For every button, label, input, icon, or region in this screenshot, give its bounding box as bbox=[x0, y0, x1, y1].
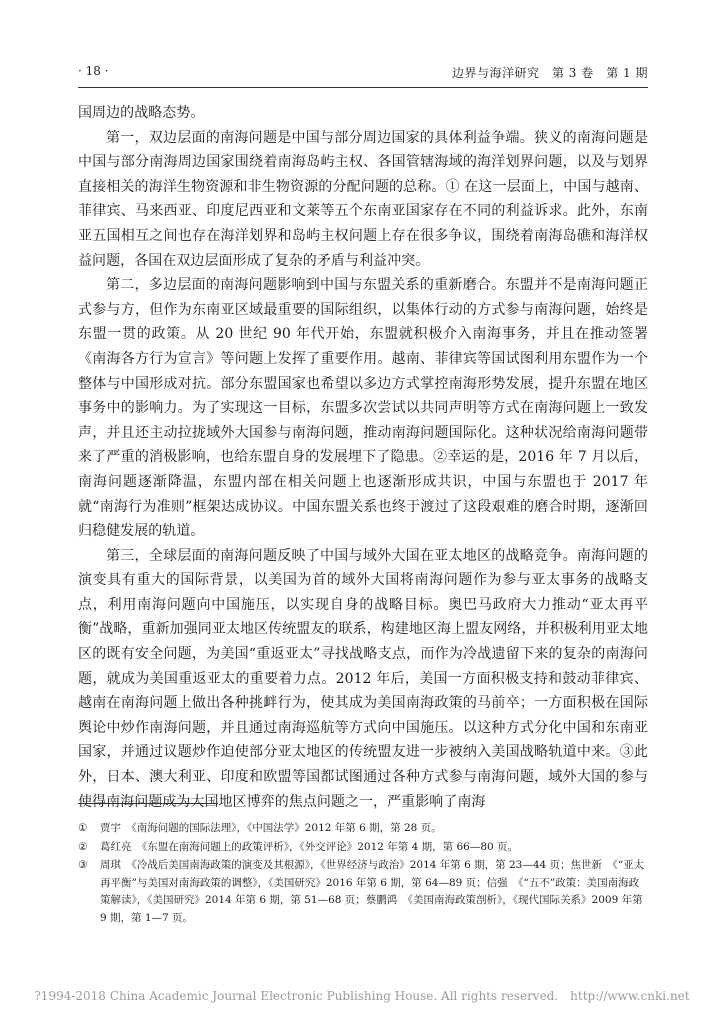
paragraph-multilateral: 第二，多边层面的南海问题影响到中国与东盟关系的重新磨合。东盟并不是南海问题正式参与方，但作为东南亚区域最重要的国际组织，以集体行动的方式参与南海问题，始终是东盟一贯的政策。从 20 世纪 90 年代开始，东盟就积极介入南海事务，并且在推动签署《南海各方行为宣言》等问题上发挥了重要作用。越南、菲律宾等国试图利用东盟作为一个整体与中国形成对抗。部分东盟国家也希望以多边方式掌控南海形势发展，提升东盟在地区事务中的影响力。为了实现这一目标，东盟多次尝试以共同声明等方式在南海问题上一致发声，并且还主动拉拢域外大国参与南海问题，推动南海问题国际化。这种状况给南海问题带来了严重的消极影响，也给东盟自身的发展埋下了隐患。②幸运的是，2016 年 7 月以后，南海问题逐渐降温，东盟内部在相关问题上也逐渐形成共识，中国与东盟也于 2017 年就“南海行为准则”框架达成协议。中国东盟关系也终于渡过了这段艰难的磨合时期，逐渐回归稳健发展的轨道。 bbox=[78, 277, 648, 540]
page-number: · 18 · bbox=[78, 64, 109, 78]
footnote-mark: ② bbox=[78, 840, 88, 853]
footnotes bbox=[78, 820, 648, 928]
journal-title: 边界与海洋研究 第 3 卷 第 1 期 bbox=[451, 66, 648, 80]
footnote bbox=[78, 839, 648, 857]
running-header bbox=[78, 64, 648, 86]
footnote-mark: ③ bbox=[78, 859, 88, 871]
footnote bbox=[78, 820, 648, 838]
paragraph-global: 第三，全球层面的南海问题反映了中国与域外大国在亚太地区的战略竞争。南海问题的演变具有重大的国际背景，以美国为首的域外大国将南海问题作为参与亚太事务的战略支点，利用南海问题向中国施压，以实现自身的战略目标。奥巴马政府大力推动“亚太再平衡”战略，重新加强同亚太地区传统盟友的联系，构建地区海上盟友网络，并积极利用亚太地区的既有安全问题，为美国“重返亚太”寻找战略支点，而作为冷战遗留下来的复杂的南海问题，就成为美国重返亚太的重要着力点。2012 年后，美国一方面积极支持和鼓动菲律宾、越南在南海问题上做出各种挑衅行为，使其成为美国南海政策的马前卒；一方面积极在国际舆论中炒作南海问题，并且通过南海巡航等方式向中国施压。以这种方式分化中国和东南亚国家，并通过议题炒作迫使部分亚太地区的传统盟友进一步被纳入美国战略轨道中来。③此外，日本、澳大利亚、印度和欧盟等国都试图通过各种方式参与南海问题，域外大国的参与使得南海问题成为大国地区博弈的焦点问题之一，严重影响了南海 bbox=[78, 547, 648, 810]
body-text bbox=[78, 101, 648, 814]
footnote bbox=[78, 857, 648, 927]
footnote-divider bbox=[78, 803, 218, 804]
footnote-text: 葛红亮 《东盟在南海问题上的政策评析》，《外交评论》2012 年第 4 期，第 66—80 页。 bbox=[100, 840, 519, 853]
paragraph-continuation: 国周边的战略态势。 bbox=[78, 105, 205, 121]
footnote-text: 贾宇 《南海问题的国际法理》，《中国法学》2012 年第 6 期，第 28 页。 bbox=[100, 822, 442, 834]
copyright-notice: ?1994-2018 China Academic Journal Electronic Publishing House. All rights reserved. http://www.cnki.net bbox=[34, 989, 690, 1003]
footnote-mark: ① bbox=[78, 822, 88, 834]
header-divider bbox=[78, 87, 648, 88]
footnote-text: 周琪 《冷战后美国南海政策的演变及其根源》，《世界经济与政治》2014 年第 6 期，第 23—44 页；焦世新 《“亚太再平衡”与美国对南海政策的调整》，《美国研究》2016 年第 6 期，第 64—89 页；信强 《“五不”政策：美国南海政策解读》，《美国研究》2014 年第 6 期，第 51—68 页；蔡鹏鸿 《美国南海政策剖析》，《现代国际关系》2009 年第 9 期，第 1—7 页。 bbox=[100, 859, 645, 924]
paragraph-bilateral: 第一，双边层面的南海问题是中国与部分周边国家的具体利益争端。狭义的南海问题是中国与部分南海周边国家围绕着南海岛屿主权、各国管辖海域的海洋划界问题，以及与划界直接相关的海洋生物资源和非生物资源的分配问题的总称。① 在这一层面上，中国与越南、菲律宾、马来西亚、印度尼西亚和文莱等五个东南亚国家存在不同的利益诉求。此外，东南亚五国相互之间也存在海洋划界和岛屿主权问题上存在很多争议，围绕着南海岛礁和海洋权益问题，各国在双边层面形成了复杂的矛盾与利益冲突。 bbox=[78, 129, 648, 269]
